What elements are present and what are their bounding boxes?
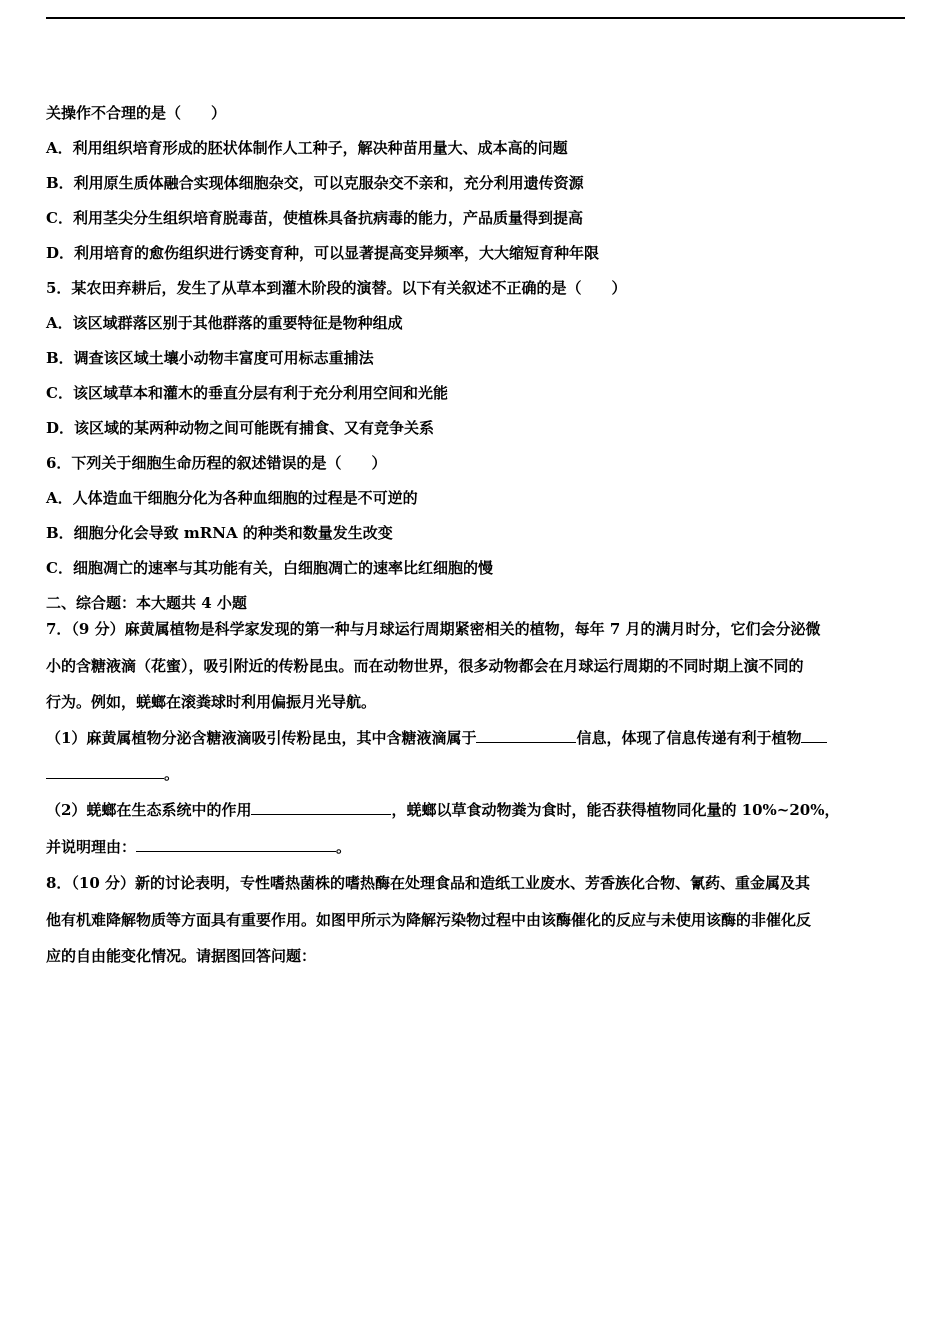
part-1-text-a: （1）麻黄属植物分泌含糖液滴吸引传粉昆虫，其中含糖液滴属于 — [46, 729, 477, 747]
option-4a: A．利用组织培育形成的胚状体制作人工种子，解决种苗用量大、成本高的问题 — [46, 139, 568, 157]
question-8-para-line3: 应的自由能变化情况。请据图回答问题： — [46, 947, 317, 965]
option-4d: D．利用培育的愈伤组织进行诱变育种，可以显著提高变异频率，大大缩短育种年限 — [46, 244, 600, 262]
question-4-stem-continuation: 关操作不合理的是（ ） — [46, 104, 227, 122]
answer-blank-4[interactable] — [136, 837, 336, 852]
part-1-end: 。 — [164, 765, 180, 783]
question-7-part-2 — [46, 800, 840, 820]
question-7-para-line1: 7．（9 分）麻黄属植物是科学家发现的第一种与月球运行周期紧密相关的植物，每年 7 月的满月时分，它们会分泌微 — [46, 620, 821, 638]
question-8-para-line2: 他有机难降解物质等方面具有重要作用。如图甲所示为降解污染物过程中由该酶催化的反应与未使用该酶的非催化反 — [46, 911, 812, 929]
question-7-part-1 — [46, 728, 827, 748]
part-2-text-a: （2）蜣螂在生态系统中的作用 — [46, 801, 252, 819]
question-7-part-1-continued — [46, 764, 179, 784]
header-rule — [46, 17, 905, 19]
question-8-para-line1: 8．（10 分）新的讨论表明，专性嗜热菌株的嗜热酶在处理食品和造纸工业废水、芳香族化合物、氰药、重金属及其 — [46, 874, 811, 892]
section-heading: 二、综合题：本大题共 4 小题 — [46, 594, 247, 612]
part-2-text-b: ，蜣螂以草食动物粪为食时，能否获得植物同化量的 10%~20%， — [391, 801, 840, 819]
answer-blank-2-end[interactable] — [46, 764, 164, 779]
option-4c: C．利用茎尖分生组织培育脱毒苗，使植株具备抗病毒的能力，产品质量得到提高 — [46, 209, 583, 227]
question-7-part-2-reason — [46, 837, 351, 857]
answer-blank-3[interactable] — [251, 800, 391, 815]
option-6c: C．细胞凋亡的速率与其功能有关，白细胞凋亡的速率比红细胞的慢 — [46, 559, 493, 577]
part-1-text-b: 信息，体现了信息传递有利于植物 — [576, 729, 802, 747]
option-4b: B．利用原生质体融合实现体细胞杂交，可以克服杂交不亲和，充分利用遗传资源 — [46, 174, 584, 192]
question-7-para-line3: 行为。例如，蜣螂在滚粪球时利用偏振月光导航。 — [46, 693, 377, 711]
option-5c: C．该区域草本和灌木的垂直分层有利于充分利用空间和光能 — [46, 384, 448, 402]
option-5a: A．该区域群落区别于其他群落的重要特征是物种组成 — [46, 314, 403, 332]
question-7-para-line2: 小的含糖液滴（花蜜），吸引附近的传粉昆虫。而在动物世界，很多动物都会在月球运行周期的不同时期上演不同的 — [46, 657, 804, 675]
option-6b: B．细胞分化会导致 mRNA 的种类和数量发生改变 — [46, 524, 393, 542]
option-5b: B．调查该区域土壤小动物丰富度可用标志重捕法 — [46, 349, 374, 367]
answer-blank-2-start[interactable] — [801, 728, 827, 743]
option-5d: D．该区域的某两种动物之间可能既有捕食、又有竞争关系 — [46, 419, 435, 437]
answer-blank-1[interactable] — [476, 728, 576, 743]
question-6-stem: 6．下列关于细胞生命历程的叙述错误的是（ ） — [46, 454, 387, 472]
option-6a: A．人体造血干细胞分化为各种血细胞的过程是不可逆的 — [46, 489, 418, 507]
question-5-stem: 5．某农田弃耕后，发生了从草本到灌木阶段的演替。以下有关叙述不正确的是（ ） — [46, 279, 627, 297]
part-2-end: 。 — [336, 838, 352, 856]
part-2-reason-label: 并说明理由： — [46, 838, 137, 856]
